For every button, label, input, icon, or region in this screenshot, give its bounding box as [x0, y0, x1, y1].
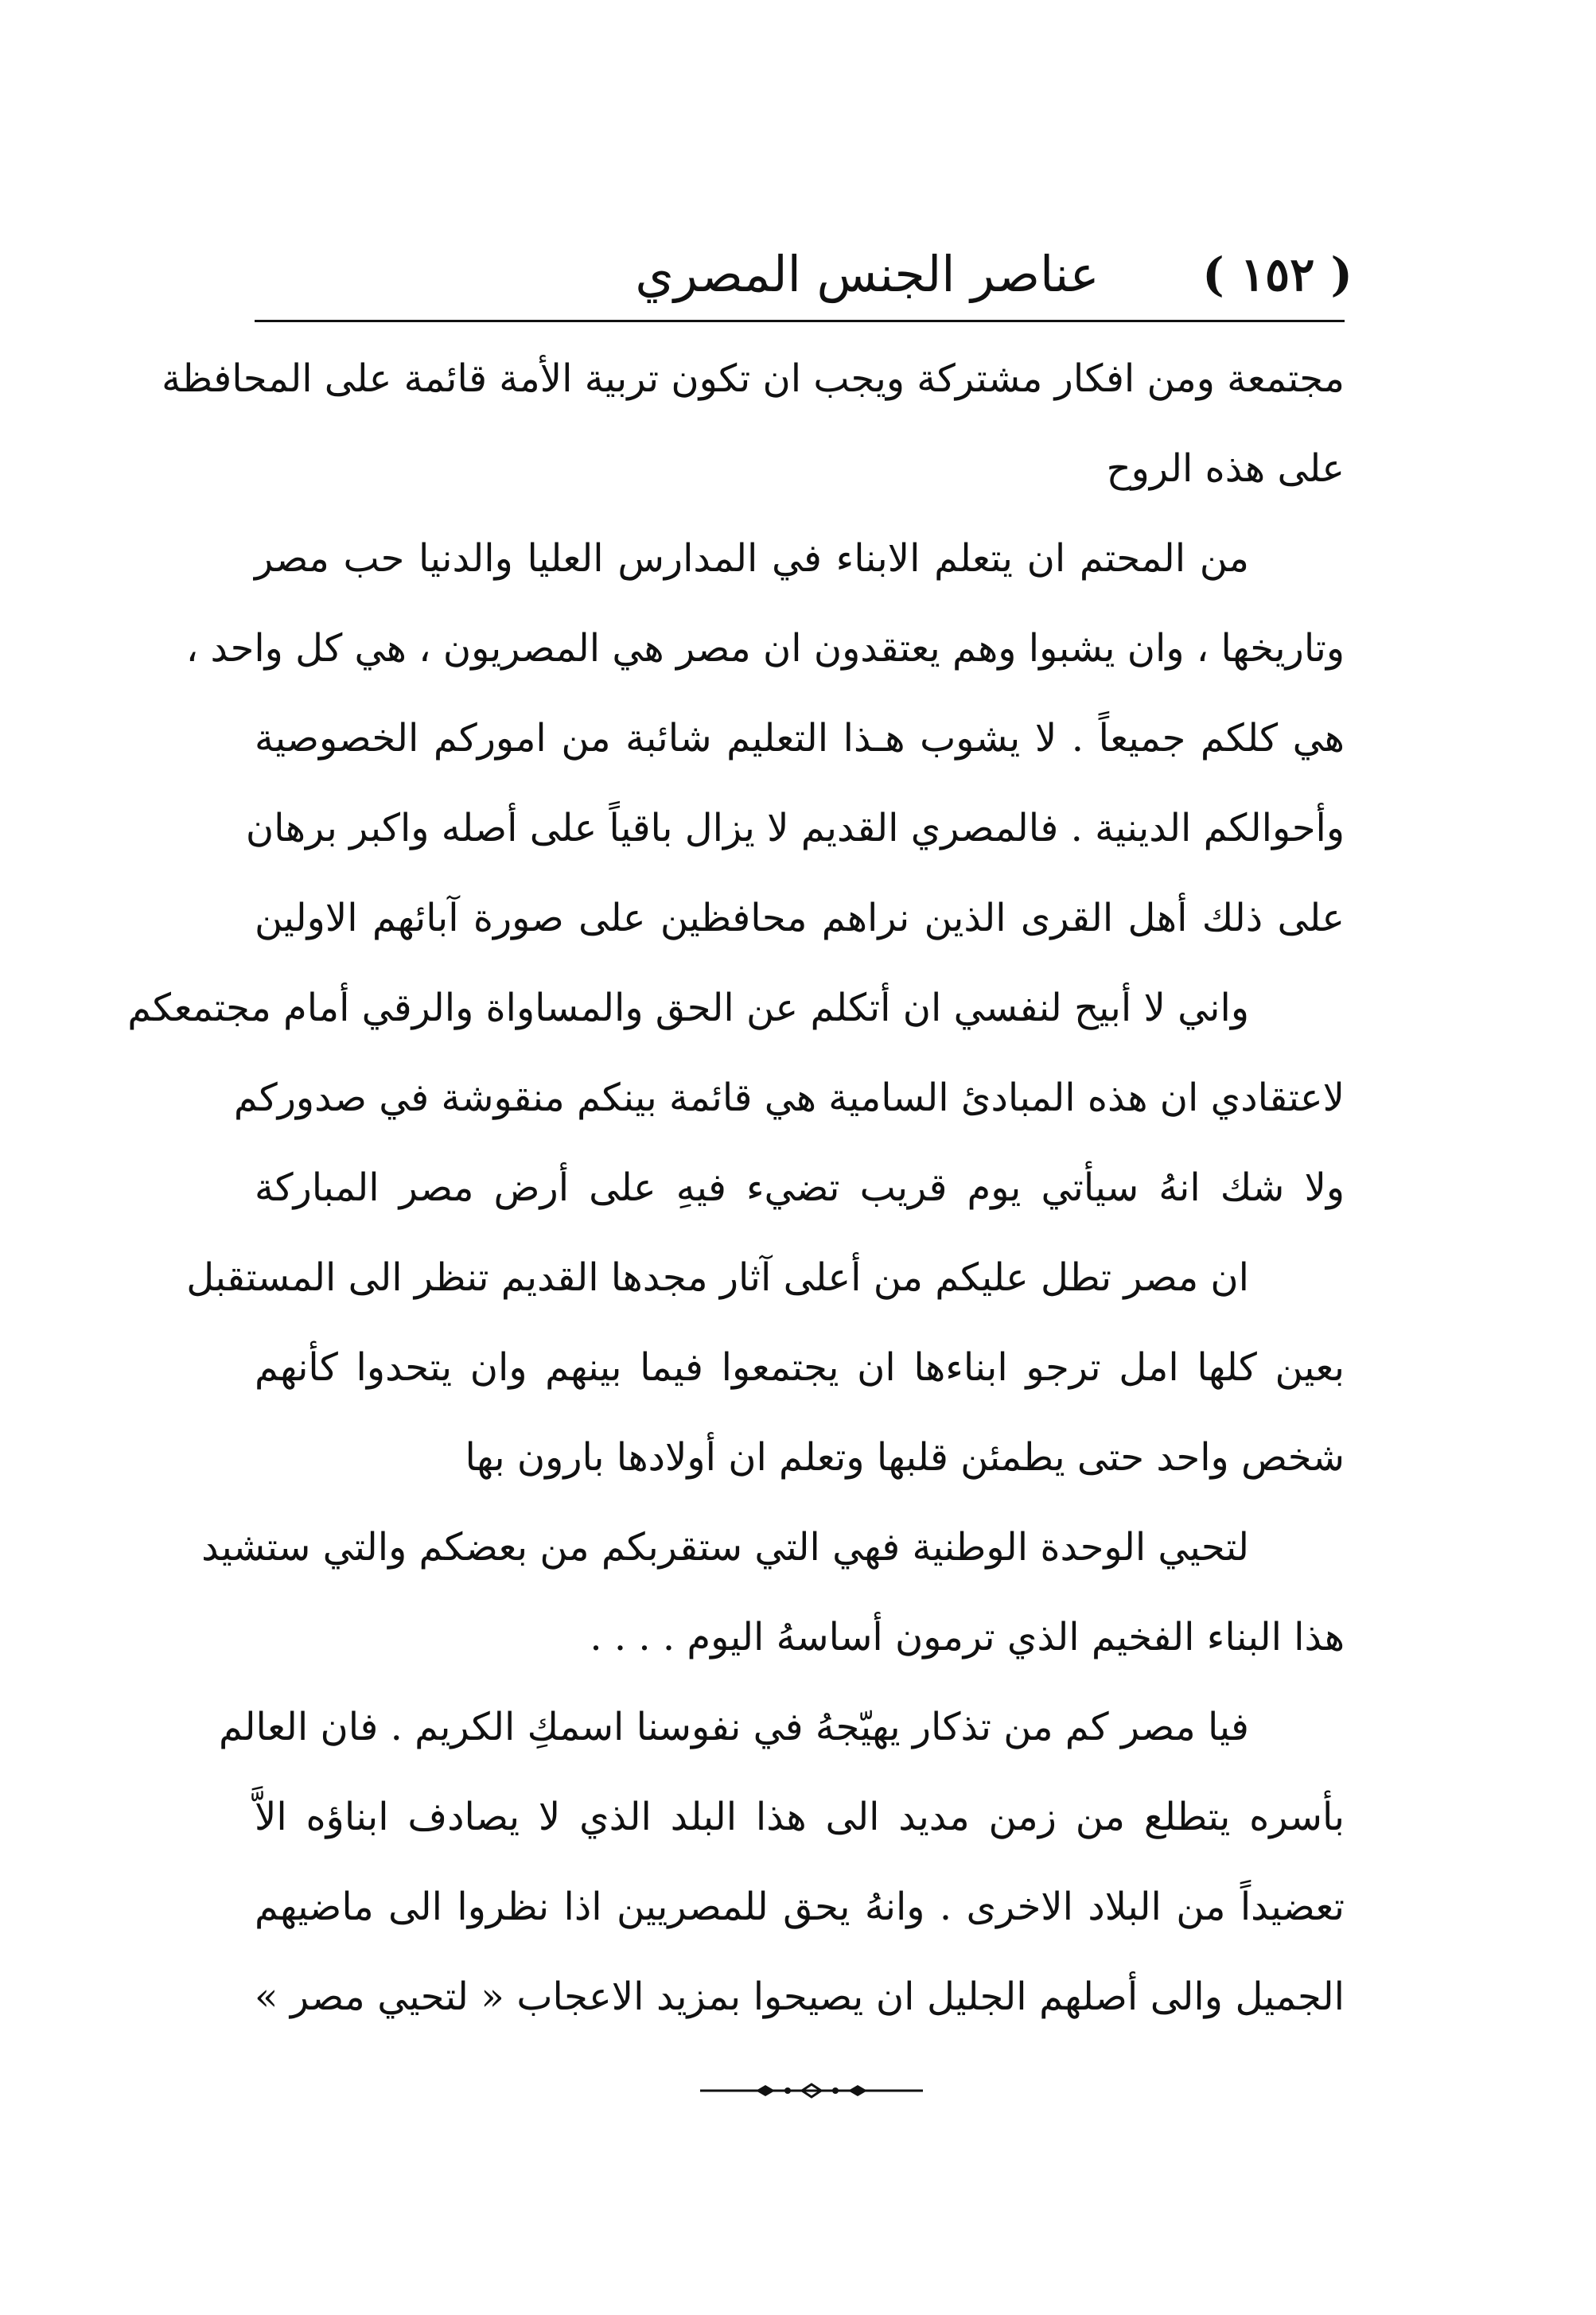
page-number: ( ١٥٢ ) [1202, 247, 1353, 302]
text-line: بأسره يتطلع من زمن مديد الى هذا البلد الذي لا يصادف ابناؤه الاَّ [255, 1795, 1345, 1839]
running-title: عناصر الجنس المصري [635, 245, 1100, 303]
text-line: الجميل والى أصلهم الجليل ان يصيحوا بمزيد الاعجاب « لتحيي مصر » [255, 1975, 1345, 2019]
text-line: من المحتم ان يتعلم الابناء في المدارس العليا والدنيا حب مصر [255, 536, 1249, 581]
text-line: ولا شك انهُ سيأتي يوم قريب تضيء فيهِ على أرض مصر المباركة [255, 1165, 1345, 1210]
text-line: على هذه الروح [1106, 446, 1345, 491]
text-line: تعضيداً من البلاد الاخرى . وانهُ يحق للمصريين اذا نظروا الى ماضيهم [255, 1885, 1345, 1929]
text-line: مجتمعة ومن افكار مشتركة ويجب ان تكون تربية الأمة قائمة على المحافظة [162, 356, 1345, 401]
text-line: لتحيي الوحدة الوطنية فهي التي ستقربكم من بعضكم والتي ستشيد [201, 1525, 1249, 1570]
text-line: بعين كلها امل ترجو ابناءها ان يجتمعوا فيما بينهم وان يتحدوا كأنهم [255, 1345, 1345, 1390]
body-text [127, 334, 1345, 2042]
text-line: هذا البناء الفخيم الذي ترمون أساسهُ اليوم . . . . [590, 1615, 1345, 1659]
text-line: شخص واحد حتى يطمئن قلبها وتعلم ان أولادها بارون بها [465, 1435, 1345, 1480]
page-header [255, 231, 1353, 318]
text-line: ان مصر تطل عليكم من أعلى آثار مجدها القديم تنظر الى المستقبل [186, 1255, 1249, 1300]
text-line: هي كلكم جميعاً . لا يشوب هـذا التعليم شائبة من اموركم الخصوصية [255, 716, 1345, 761]
text-line: على ذلك أهل القرى الذين نراهم محافظين على صورة آبائهم الاولين [255, 896, 1345, 940]
text-line: فيا مصر كم من تذكار يهيّجهُ في نفوسنا اسمكِ الكريم . فان العالم [218, 1705, 1249, 1749]
text-line: وتاريخها ، وان يشبوا وهم يعتقدون ان مصر هي المصريون ، هي كل واحد ، [185, 626, 1345, 671]
text-line: لاعتقادي ان هذه المبادئ السامية هي قائمة بينكم منقوشة في صدوركم [233, 1076, 1345, 1120]
text-line: واني لا أبيح لنفسي ان أتكلم عن الحق والمساواة والرقي أمام مجتمعكم [127, 986, 1249, 1030]
header-rule [255, 320, 1345, 322]
text-line: وأحوالكم الدينية . فالمصري القديم لا يزال باقياً على أصله واكبر برهان [245, 806, 1345, 850]
end-ornament [700, 2083, 923, 2099]
